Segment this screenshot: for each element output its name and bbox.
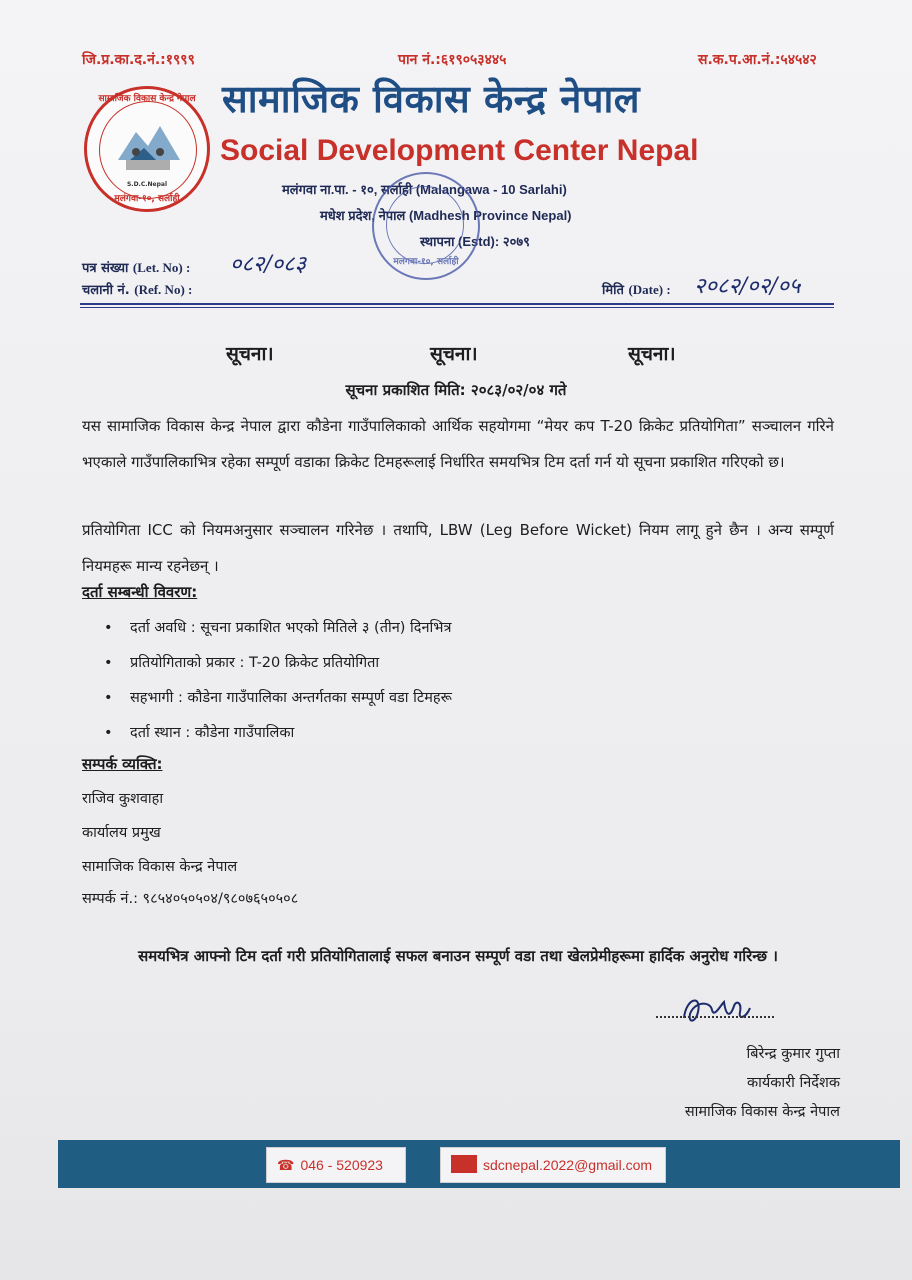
stamp-text: मलंगवा-१०, सर्लाही [393, 257, 459, 267]
envelope-icon [451, 1155, 477, 1173]
handwritten-signature [676, 988, 756, 1032]
date-label-en: (Date) : [628, 282, 671, 297]
address-line-2: मधेश प्रदेश, नेपाल (Madhesh Province Nepal) [320, 208, 572, 223]
header-divider [80, 303, 834, 305]
closing-request: समयभित्र आफ्नो टिम दर्ता गरी प्रतियोगितालाई सफल बनाउन सम्पूर्ण वडा तथा खेलप्रेमीहरूमा हार्दिक अनुरोध गरिन्छ । [138, 947, 778, 965]
contact-title: कार्यालय प्रमुख [82, 825, 161, 841]
organization-name-english: Social Development Center Nepal [220, 134, 699, 167]
registration-heading: दर्ता सम्बन्धी विवरण: [82, 583, 198, 601]
registration-list [104, 614, 452, 754]
reference-number-label [82, 280, 192, 298]
contact-organization: सामाजिक विकास केन्द्र नेपाल [82, 859, 238, 875]
date-value: २०८२/०२/०५ [694, 274, 801, 299]
swc-number: स.क.प.आ.नं.:५४५४२ [698, 52, 817, 68]
footer-email: sdcnepal.2022@gmail.com [483, 1157, 653, 1173]
letter-number-value: ०८२/०८३ [230, 252, 307, 277]
published-date: सूचना प्रकाशित मिति: २०८३/०२/०४ गते [345, 381, 567, 399]
reference-number-label-en: (Ref. No) : [134, 282, 193, 297]
organization-logo [84, 86, 210, 212]
logo-ring-bottom: मलंगवा-१०, सर्लाही [114, 194, 180, 204]
notice-word-1: सूचना। [226, 343, 274, 365]
phone-pill [266, 1147, 406, 1183]
list-item: • प्रतियोगिताको प्रकार : T-20 क्रिकेट प्रतियोगिता [104, 655, 380, 671]
reference-number-label-np: चलानी नं. [82, 283, 130, 298]
list-item: • दर्ता स्थान : कौडेना गाउँपालिका [104, 725, 295, 741]
phone-icon: ☎ [277, 1157, 295, 1173]
notice-paragraph-1: यस सामाजिक विकास केन्द्र नेपाल द्वारा कौडेना गाउँपालिकाको आर्थिक सहयोगमा “मेयर कप T-20 क्रिकेट प्रतियोगिता” सञ्चालन गरिने भएकाले गाउँपालिकाभित्र रहेका सम्पूर्ण वडाका क्रिकेट टिमहरूलाई निर्धारित समयभित्र टिम दर्ता गर्न यो सूचना प्रकाशित गरिएको छ। [82, 417, 834, 471]
pan-number: पान नं.:६१९०५३४४५ [398, 52, 507, 68]
footer-phone: 046 - 520923 [300, 1157, 383, 1173]
letter-number-label-en: (Let. No) : [132, 260, 191, 275]
address-line-1: मलंगवा ना.पा. - १०, सर्लाही (Malangawa - 10 Sarlahi) [282, 182, 567, 197]
list-item: • सहभागी : कौडेना गाउँपालिका अन्तर्गतका सम्पूर्ण वडा टिमहरू [104, 690, 452, 706]
notice-word-2: सूचना। [430, 343, 478, 365]
contact-name: राजिव कुशवाहा [82, 791, 164, 807]
logo-caption: S.D.C.Nepal [126, 181, 168, 188]
date-label-np: मिति [602, 283, 624, 298]
logo-ring-top: सामाजिक विकास केन्द्र नेपाल [98, 94, 196, 104]
established-year: स्थापना (Estd): २०७९ [420, 234, 530, 249]
official-stamp [372, 172, 480, 280]
letter-number-label-np: पत्र संख्या [82, 261, 129, 276]
signatory-organization: सामाजिक विकास केन्द्र नेपाल [684, 1104, 840, 1120]
registration-number: जि.प्र.का.द.नं.:१९९९ [82, 52, 195, 68]
notice-word-3: सूचना। [628, 343, 676, 365]
footer-bar [58, 1140, 900, 1188]
stamp-inner-ring [386, 186, 464, 264]
contact-phone: सम्पर्क नं.: ९८५४०५०५०४/९८०७६५०५०८ [82, 891, 299, 907]
email-pill [440, 1147, 666, 1183]
letter-number-label [82, 258, 190, 276]
header-divider-thin [80, 307, 834, 308]
organization-name-nepali: सामाजिक विकास केन्द्र नेपाल [222, 77, 641, 121]
notice-paragraph-2: प्रतियोगिता ICC को नियमअनुसार सञ्चालन गरिनेछ । तथापि, LBW (Leg Before Wicket) नियम लागू हुने छैन । अन्य सम्पूर्ण नियमहरू मान्य रहनेछन् । [82, 521, 834, 575]
contact-heading: सम्पर्क व्यक्ति: [82, 755, 163, 773]
date-label [602, 280, 671, 298]
signatory-title: कार्यकारी निर्देशक [747, 1075, 840, 1091]
signatory-name: बिरेन्द्र कुमार गुप्ता [746, 1046, 840, 1062]
list-item: • दर्ता अवधि : सूचना प्रकाशित भएको मितिले ३ (तीन) दिनभित्र [104, 620, 452, 636]
signature-line [656, 1016, 774, 1018]
signatory-block [640, 1040, 840, 1127]
